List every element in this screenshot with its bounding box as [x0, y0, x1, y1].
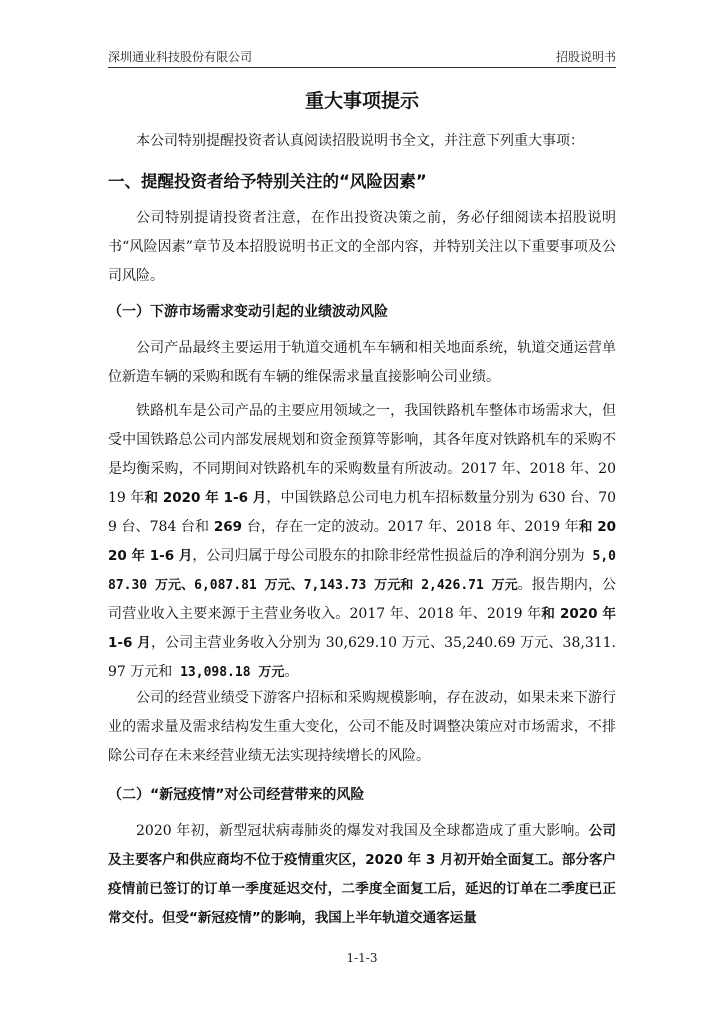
text-run: ，公司归属于母公司股东的扣除非经常性损益后的净利润分别为 — [192, 548, 585, 564]
bold-run: 13,098.18 万元 — [172, 665, 285, 680]
subsection-heading-market-demand: （一）下游市场需求变动引起的业绩波动风险 — [108, 304, 388, 320]
section-heading-risk-factors: 一、提醒投资者给予特别关注的“风险因素” — [108, 172, 427, 191]
header-doc-type: 招股说明书 — [555, 50, 616, 64]
text-run: 。报告期内，公司营业收入主要来源于主营业务收入。2017 年、2018 年、2019 年 — [108, 577, 617, 622]
page-title: 重大事项提示 — [304, 90, 419, 112]
text-run: 铁路机车是公司产品的主要应用领域之一，我国铁路机车整体市场需求大，但受中国铁路总公司内部发展规划和资金预算等影响，其各年度对铁路机车的采购不是均衡采购，不同期间对铁路机车的采购数量有所波动。2017 年、2018 年、2019 年 — [108, 403, 616, 506]
sub1-paragraph-3: 公司的经营业绩受下游客户招标和采购规模影响，存在波动，如果未来下游行业的需求量及需求结构发生重大变化，公司不能及时调整决策应对市场需求，不排除公司存在未来经营业绩无法实现持续增长的风险。 — [108, 690, 616, 764]
text-run: ，公司主营业务收入分别为 30,629.10 万元、35,240.69 万元、38,311.97 万元和 — [108, 635, 616, 680]
sub2-paragraph — [108, 817, 616, 933]
page-header — [108, 48, 616, 66]
text-run: 。 — [284, 664, 299, 680]
section1-paragraph: 公司特别提请投资者注意，在作出投资决策之前，务必仔细阅读本招股说明书“风险因素”章节及本招股说明书正文的全部内容，并特别关注以下重要事项及公司风险。 — [108, 210, 616, 284]
bold-run: 和 2020 年 1-6 月 — [108, 606, 616, 651]
subsection-heading-covid: （二）“新冠疫情”对公司经营带来的风险 — [108, 787, 365, 803]
bold-run: 和 2020 年 1-6 月 — [144, 490, 267, 506]
sub1-paragraph-1: 公司产品最终主要运用于轨道交通机车车辆和相关地面系统，轨道交通运营单位新造车辆的采购和既有车辆的维保需求量直接影响公司业绩。 — [108, 340, 616, 385]
intro-text: 本公司特别提醒投资者认真阅读招股说明书全文，并注意下列重大事项： — [136, 133, 584, 149]
bold-run: 公司及主要客户和供应商均不位于疫情重灾区，2020 年 3 月初开始全面复工。部分客户疫情前已签订的订单一季度延迟交付，二季度全面复工后，延迟的订单在二季度已正常交付。但受“新冠疫情”的影响，我国上半年轨道交通客运量 — [108, 823, 617, 926]
bold-run: 269 — [209, 519, 247, 535]
bold-run: 5,087.30 万元、6,087.81 万元、7,143.73 万元和 2,426.71 万元 — [108, 549, 617, 593]
bold-run: 和 2020 年 1-6 月 — [108, 519, 616, 564]
text-run: 2020 年初，新型冠状病毒肺炎的爆发对我国及全球都造成了重大影响。 — [136, 823, 589, 839]
text-run: ，中国铁路总公司电力机车招标数量分别为 630 台、709 台、784 台和 — [108, 490, 617, 535]
header-divider — [108, 67, 616, 68]
sub1-paragraph-2 — [108, 397, 616, 687]
header-company: 深圳通业科技股份有限公司 — [108, 50, 253, 64]
text-run: 台，存在一定的波动。2017 年、2018 年、2019 年 — [246, 519, 579, 535]
page-number: 1-1-3 — [346, 951, 378, 965]
